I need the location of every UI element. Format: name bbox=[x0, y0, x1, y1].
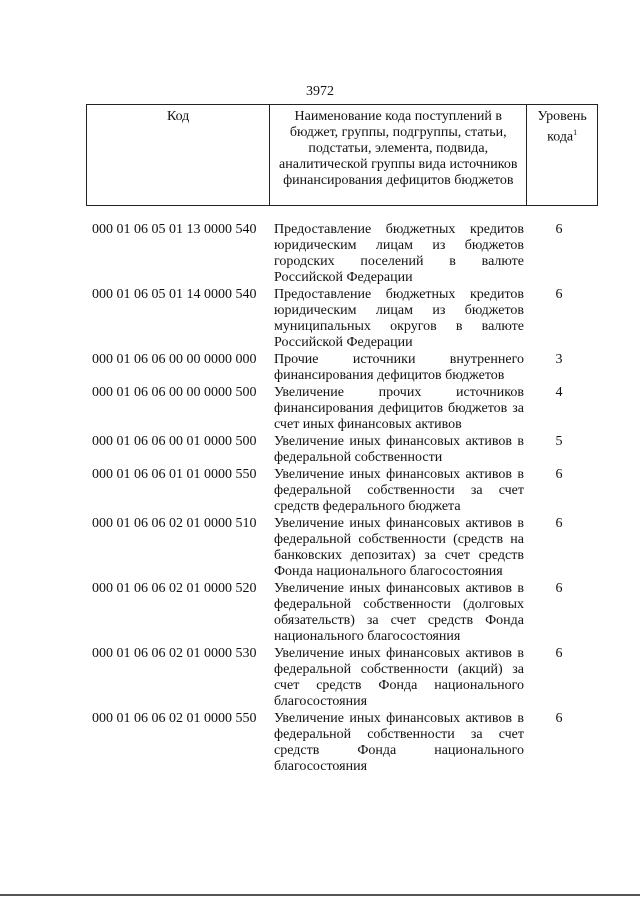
table-row bbox=[92, 516, 602, 580]
header-level-footnote: 1 bbox=[573, 128, 578, 137]
row-code: 000 01 06 05 01 13 0000 540 bbox=[92, 222, 257, 237]
table-row bbox=[92, 287, 602, 351]
row-code: 000 01 06 06 00 00 0000 000 bbox=[92, 352, 257, 367]
table-row bbox=[92, 434, 602, 466]
row-name: Увеличение иных финансовых активов в федеральной собственности bbox=[274, 434, 524, 465]
row-name: Увеличение иных финансовых активов в федеральной собственности (долговых обязательств) за счет средств Фонда национального благосостояния bbox=[274, 581, 524, 644]
row-code: 000 01 06 06 00 01 0000 500 bbox=[92, 434, 257, 449]
row-name: Увеличение прочих источников финансирования дефицитов бюджетов за счет иных финансовых активов bbox=[274, 385, 524, 432]
table-row bbox=[92, 467, 602, 515]
row-code: 000 01 06 05 01 14 0000 540 bbox=[92, 287, 257, 302]
row-level: 4 bbox=[555, 385, 563, 400]
table-header bbox=[86, 104, 598, 206]
row-level: 6 bbox=[555, 287, 563, 302]
bottom-rule bbox=[0, 894, 640, 896]
table-row bbox=[92, 711, 602, 775]
row-level: 6 bbox=[555, 711, 563, 726]
row-name: Увеличение иных финансовых активов в федеральной собственности за счет средств федерального бюджета bbox=[274, 467, 524, 514]
row-level: 6 bbox=[555, 581, 563, 596]
table-row bbox=[92, 222, 602, 286]
row-code: 000 01 06 06 02 01 0000 520 bbox=[92, 581, 257, 596]
row-name: Увеличение иных финансовых активов в федеральной собственности (средств на банковских депозитах) за счет средств Фонда национального благосостояния bbox=[274, 516, 524, 579]
row-code: 000 01 06 06 01 01 0000 550 bbox=[92, 467, 257, 482]
row-code: 000 01 06 06 02 01 0000 550 bbox=[92, 711, 257, 726]
table-body bbox=[92, 222, 602, 776]
header-level-label: Уровень кода bbox=[537, 109, 587, 145]
row-level: 6 bbox=[555, 516, 563, 531]
row-name: Предоставление бюджетных кредитов юридическим лицам из бюджетов муниципальных округов в валюте Российской Федерации bbox=[274, 287, 524, 350]
row-name: Увеличение иных финансовых активов в федеральной собственности (акций) за счет средств Фонда национального благосостояния bbox=[274, 646, 524, 709]
table-row bbox=[92, 646, 602, 710]
row-level: 6 bbox=[555, 222, 563, 237]
row-code: 000 01 06 06 02 01 0000 510 bbox=[92, 516, 257, 531]
row-code: 000 01 06 06 00 00 0000 500 bbox=[92, 385, 257, 400]
header-code: Код bbox=[87, 105, 270, 205]
page-number: 3972 bbox=[306, 84, 334, 99]
row-name: Прочие источники внутреннего финансирования дефицитов бюджетов bbox=[274, 352, 524, 383]
row-level: 5 bbox=[555, 434, 563, 449]
row-level: 6 bbox=[555, 467, 563, 482]
table-row bbox=[92, 385, 602, 433]
row-level: 6 bbox=[555, 646, 563, 661]
row-code: 000 01 06 06 02 01 0000 530 bbox=[92, 646, 257, 661]
row-level: 3 bbox=[555, 352, 563, 367]
header-name: Наименование кода поступлений в бюджет, группы, подгруппы, статьи, подстатьи, элемента, подвида, аналитической группы вида источников финансирования дефицитов бюджетов bbox=[270, 105, 527, 205]
row-name: Увеличение иных финансовых активов в федеральной собственности за счет средств Фонда национального благосостояния bbox=[274, 711, 524, 774]
table-row bbox=[92, 581, 602, 645]
table-row bbox=[92, 352, 602, 384]
row-name: Предоставление бюджетных кредитов юридическим лицам из бюджетов городских поселений в валюте Российской Федерации bbox=[274, 222, 524, 285]
header-level bbox=[527, 105, 597, 205]
